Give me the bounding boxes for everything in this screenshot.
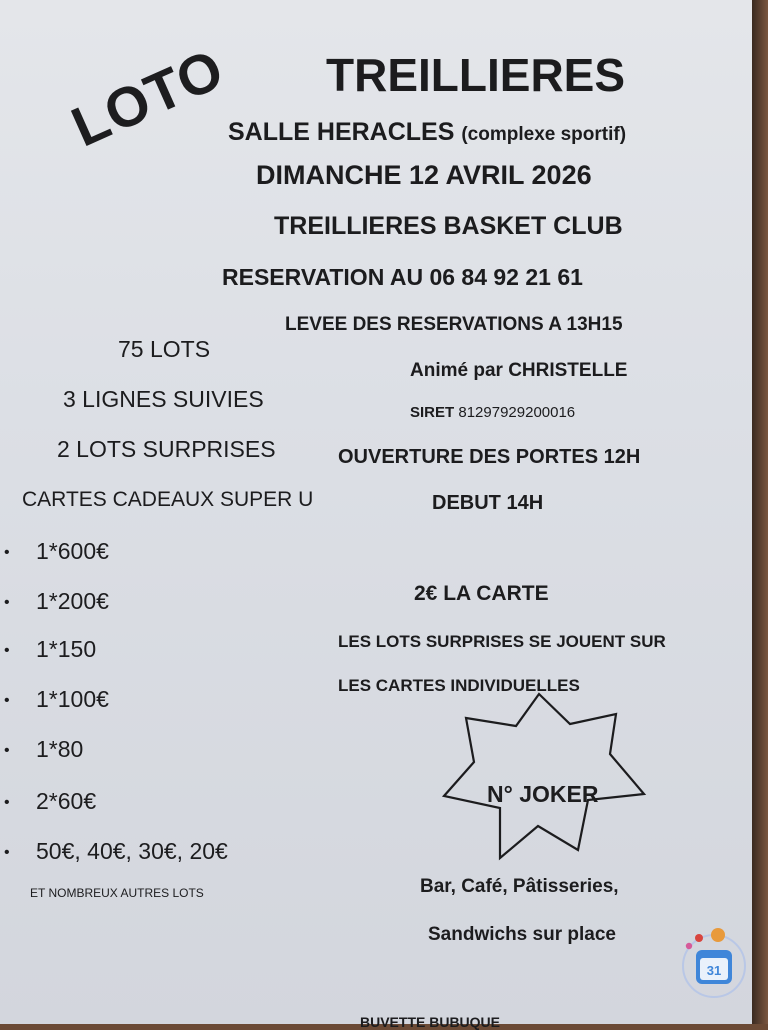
doors-open: OUVERTURE DES PORTES 12H [338,446,641,468]
lines-info: 3 LIGNES SUIVIES [63,386,264,412]
venue-note: (complexe sportif) [461,124,627,145]
prize-item: 1*600€ [36,538,109,564]
event-date: DIMANCHE 12 AVRIL 2026 [256,160,592,190]
prize-item: 50€, 40€, 30€, 20€ [36,838,228,864]
host-line: Animé par CHRISTELLE [410,360,628,381]
calendar-day: 31 [706,963,722,978]
bullet-mark: • [4,594,10,611]
refreshments-line1: Bar, Café, Pâtisseries, [420,876,619,897]
bullet-mark: • [4,642,10,659]
prize-item: 1*200€ [36,588,109,614]
poster-title: TREILLIERES [326,49,626,101]
prize-item: 1*150 [36,636,97,662]
venue-line [228,118,626,147]
siret-number: 81297929200016 [458,404,576,421]
card-price: 2€ LA CARTE [414,582,549,605]
table-edge [752,0,768,1024]
bullet-mark: • [4,844,10,861]
joker-label: N° JOKER [487,781,599,807]
surprise-rule-line1: LES LOTS SURPRISES SE JOUENT SUR [338,632,666,651]
other-lots-note: ET NOMBREUX AUTRES LOTS [30,886,204,900]
prize-item: 1*100€ [36,686,109,712]
gift-cards-heading: CARTES CADEAUX SUPER U [22,488,314,511]
venue-name: SALLE HERACLES [228,118,455,146]
bullet-mark: • [4,544,10,561]
refreshments-line2: Sandwichs sur place [428,924,616,945]
prize-item: 1*80 [36,736,84,762]
siret-label: SIRET [410,404,455,421]
reservation-line: RESERVATION AU 06 84 92 21 61 [222,264,583,290]
calendar-icon[interactable] [682,928,750,1000]
organizer-club: TREILLIERES BASKET CLUB [274,212,623,240]
surprise-lots: 2 LOTS SURPRISES [57,436,276,462]
prize-item: 2*60€ [36,788,97,814]
loto-heading: LOTO [62,36,233,159]
bullet-mark: • [4,742,10,759]
star-shape [438,690,648,862]
start-time: DEBUT 14H [432,492,544,514]
bottom-partial-text: BUVETTE BUBUQUE [360,1014,501,1030]
surprise-rule-line2: LES CARTES INDIVIDUELLES [338,676,580,695]
bullet-mark: • [4,794,10,811]
siret-line [410,404,575,421]
lots-count: 75 LOTS [118,336,211,362]
bullet-mark: • [4,692,10,709]
reservation-pickup: LEVEE DES RESERVATIONS A 13H15 [285,314,623,335]
